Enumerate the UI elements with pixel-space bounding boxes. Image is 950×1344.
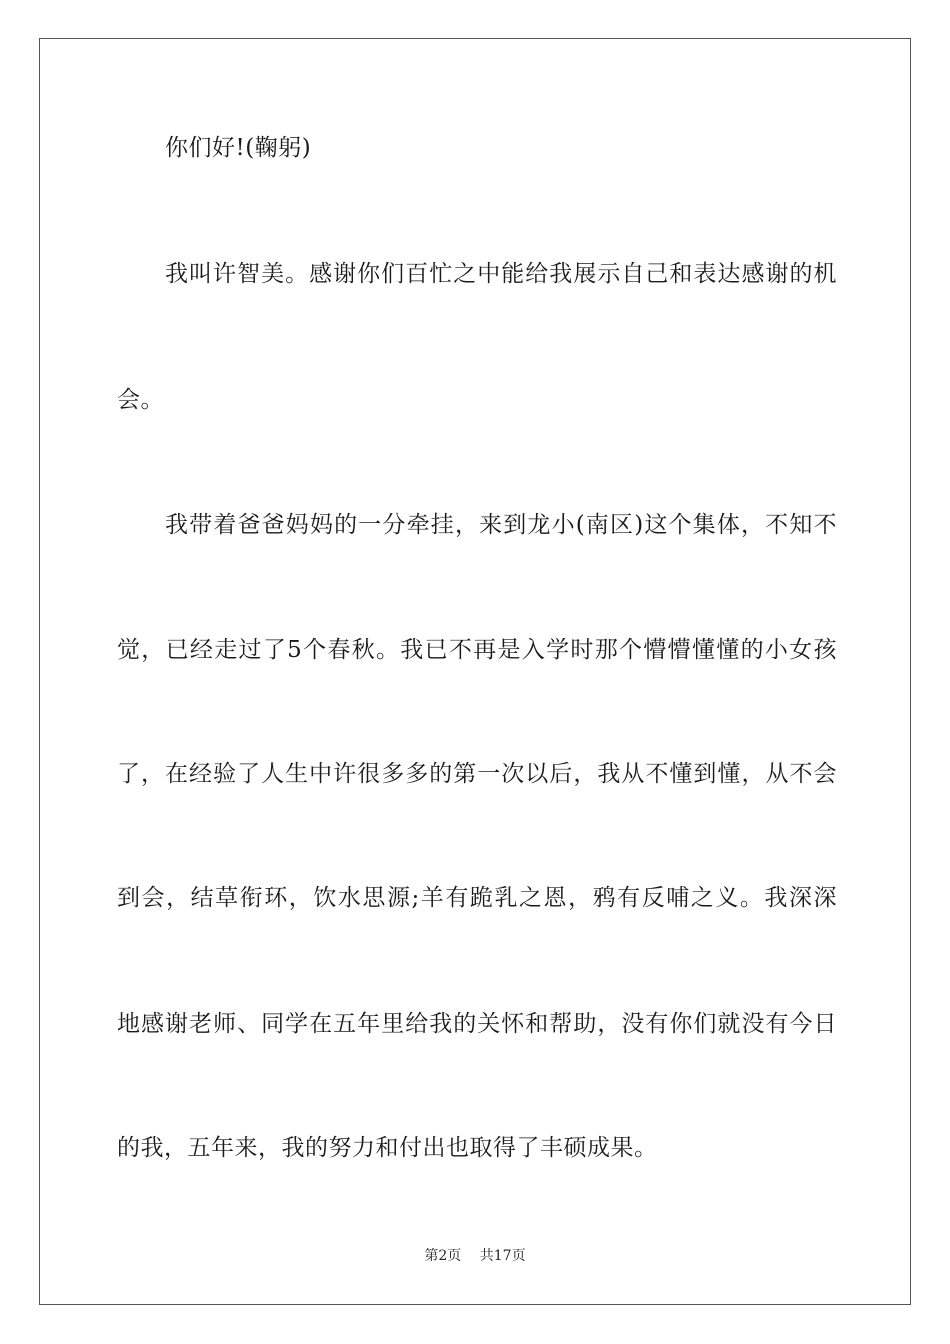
text-line-para3-2: 觉，已经走过了5个春秋。我已不再是入学时那个懵懵懂懂的小女孩 — [117, 637, 837, 663]
page-footer — [0, 1246, 950, 1266]
text-line-greeting: 你们好!(鞠躬) — [165, 135, 312, 161]
text-line-para3-3: 了，在经验了人生中许很多多的第一次以后，我从不懂到懂，从不会 — [117, 761, 837, 787]
page-number: 第2页 — [424, 1248, 462, 1264]
page-total: 共17页 — [479, 1248, 526, 1264]
text-line-para3-1: 我带着爸爸妈妈的一分牵挂，来到龙小(南区)这个集体，不知不 — [165, 512, 837, 538]
page-frame — [39, 38, 911, 1305]
text-line-para3-4: 到会，结草衔环，饮水思源;羊有跪乳之恩，鸦有反哺之义。我深深 — [117, 885, 837, 911]
text-line-para3-5: 地感谢老师、同学在五年里给我的关怀和帮助，没有你们就没有今日 — [117, 1011, 837, 1037]
text-line-intro: 我叫许智美。感谢你们百忙之中能给我展示自己和表达感谢的机 — [165, 261, 837, 287]
text-line-para3-6: 的我，五年来，我的努力和付出也取得了丰硕成果。 — [117, 1135, 658, 1161]
text-line-intro-end: 会。 — [117, 387, 164, 413]
